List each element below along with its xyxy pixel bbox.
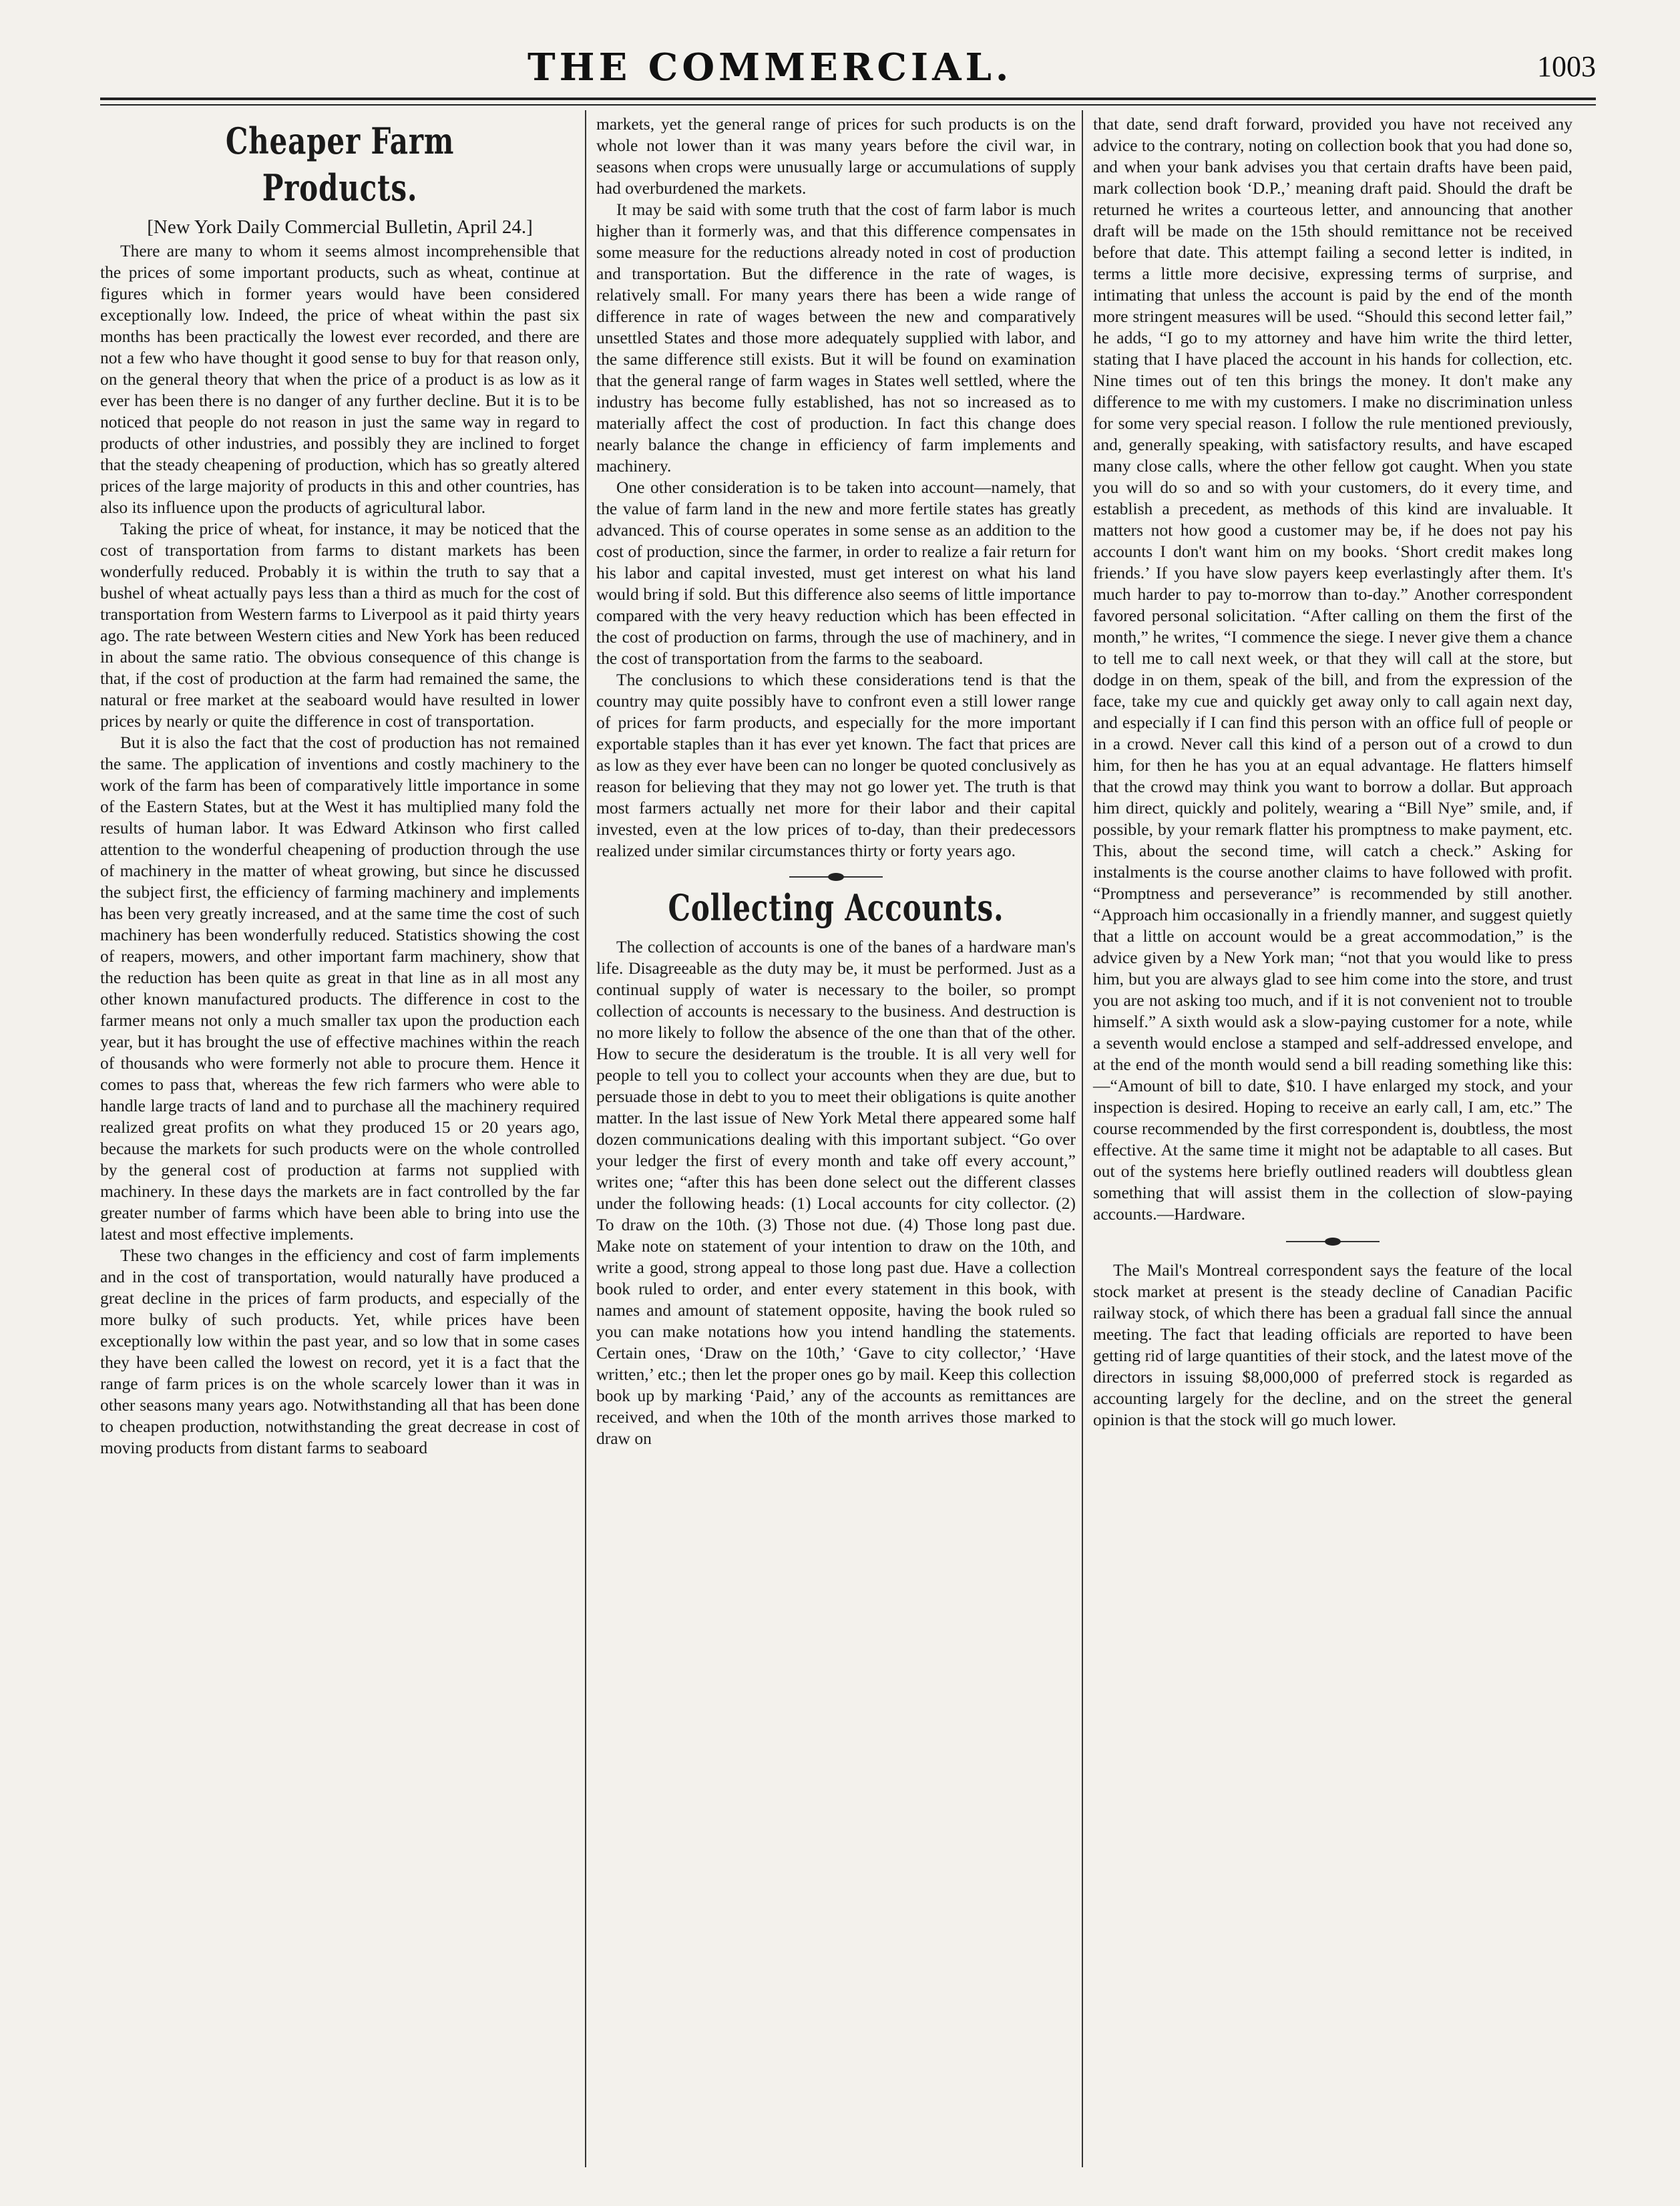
paragraph: The collection of accounts is one of the banes of a hardware man's life. Disagreeable as the duty may be, it must be performed. Just as a continual supply of water is necessary to the boiler, so prompt collection of accounts is necessary to the business. And destruction is no more likely to follow the absence of the one than that of the other. How to secure the desideratum is the trouble. It is all very well for people to tell you to collect your accounts when they are due, but to persuade those in debt to you to meet their obligations is quite another matter. In the last issue of New York Metal there appeared some half dozen communications dealing with this important subject. “Go over your ledger the first of every month and take off every account,” writes one; “after this has been done select out the different classes under the following heads: (1) Local accounts for city collector. (2) To draw on the 10th. (3) Those not due. (4) Those long past due. Make note on statement of your intention to draw on the 10th, and write a good, strong appeal to those long past due. Have a collection book ruled to order, and enter every statement in this book, with names and amount of statement opposite, having the book ruled so you can make notations how you intend handling the statements. Certain ones, ‘Draw on the 10th,’ ‘Gave to city collector,’ ‘Have written,’ etc.; then let the proper ones go by mail. Keep this collection book up by marking ‘Paid,’ any of the accounts as remittances are received, and when the 10th of the month arrives those marked to draw on (596, 937, 1076, 1448)
paragraph: There are many to whom it seems almost incomprehensible that the prices of some important products, such as wheat, continue at figures which in former years would have been considered exceptionally low. Indeed, the price of wheat within the past six months has been practically the lowest ever recorded, and there are not a few who have thought it good sense to buy for that reason only, on the general theory that when the price of a product is as low as it ever has been there is no danger of any further decline. But it is to be noticed that people do not reason in just the same way in regard to products of other industries, and possibly they are inclined to forget that the steady cheapening of production, which has so greatly altered prices of the large majority of products in this and other countries, has also its influence upon the products of agricultural labor. (100, 241, 580, 517)
article-headline: Collecting Accounts. (668, 886, 1004, 929)
column-3 (1093, 114, 1572, 1431)
column-1 (100, 114, 580, 1459)
paragraph: markets, yet the general range of prices for such products is on the whole not lower than it was many years before the civil war, in seasons when crops were unusually large or accumulations of supply had overburdened the markets. (596, 114, 1076, 198)
paragraph: But it is also the fact that the cost of production has not remained the same. The application of inventions and costly machinery to the work of the farm has been of comparatively little importance in some of the Eastern States, but at the West it has multiplied many fold the results of human labor. It was Edward Atkinson who first called attention to the wonderful cheapening of production through the use of machinery in the matter of wheat growing, but since he discussed the subject first, the efficiency of farming machinery and implements has been very greatly increased, and at the same time the cost of such machinery has been wonderfully reduced. Statistics showing the cost of reapers, mowers, and other important farm machinery, show that the reduction has been quite as great in that line as in all most any other known manufactured products. The difference in cost to the farmer means not only a much smaller tax upon the production each year, but it has brought the use of effective machines within the reach of thousands who were formerly not able to procure them. Hence it comes to pass that, whereas the few rich farmers who were able to handle large tracts of land and to purchase all the machinery required realized great profits on what they produced 15 or 20 years ago, because the markets for such products were on the whole controlled by the general cost of production at farms not supplied with machinery. In these days the markets are in fact controlled by the far greater number of farms which have been able to bring into use the latest and most effective implements. (100, 733, 580, 1244)
masthead-rule (100, 98, 1596, 106)
section-separator (1286, 1241, 1380, 1242)
masthead-title: THE COMMERCIAL. (528, 45, 1013, 89)
paragraph: One other consideration is to be taken into account—namely, that the value of farm land in the new and more fertile states has greatly advanced. This of course operates in some sense as an addition to the cost of production, since the farmer, in order to realize a fair return for his labor and capital invested, must get interest on what his land would bring if sold. But this difference also seems of little importance compared with the very heavy reduction which has been effected in the cost of production on farms, through the use of machinery, and in the cost of transportation from the farms to the seaboard. (596, 478, 1076, 668)
column-divider (1082, 110, 1083, 2167)
page-number: 1003 (1537, 50, 1596, 83)
column-2 (596, 114, 1076, 1449)
paragraph: These two changes in the efficiency and cost of farm implements and in the cost of transportation, would naturally have produced a great decline in the prices of farm products, and especially of the more bulky of such products. Yet, while prices have been exceptionally low within the past year, and so low that in some cases they have been called the lowest on record, yet it is a fact that the range of farm prices is on the whole scarcely lower than it was in other seasons many years ago. Notwithstanding all that has been done to cheapen production, notwithstanding the great decrease in cost of moving products from distant farms to seaboard (100, 1246, 580, 1457)
paragraph: The Mail's Montreal correspondent says the feature of the local stock market at present is the steady decline of Canadian Pacific railway stock, of which there has been a gradual fall since the annual meeting. The fact that leading officials are reported to have been getting rid of large quantities of their stock, and the latest move of the directors in issuing $8,000,000 of preferred stock is regarded as accounting largely for the decline, and on the street the general opinion is that the stock will go much lower. (1093, 1260, 1572, 1429)
paragraph: It may be said with some truth that the cost of farm labor is much higher than it formerly was, and that this difference compensates in some measure for the reductions already noted in cost of production and transportation. But the difference in the rate of wages, is relatively small. For many years there has been a wide range of difference in rate of wages between the new and comparatively unsettled States and those more adequately supplied with labor, and the same difference still exists. But it will be found on examination that the general range of farm wages in States well settled, where the industry has become fully established, has not so increased as to materially affect the cost of production. In fact this change does nearly balance the change in efficiency of farm implements and machinery. (596, 200, 1076, 476)
article-headline: Cheaper Farm Products. (225, 120, 455, 209)
paragraph: The conclusions to which these considerations tend is that the country may quite possibly have to confront even a still lower range of prices for farm products, and especially for the more important exportable staples than it has ever yet known. The fact that prices are as low as they ever have been can no longer be quoted conclusively as reason for believing that they may not go lower yet. The truth is that most farmers actually net more for their labor and their capital invested, even at the low prices of to-day, than their predecessors realized under similar circumstances thirty or forty years ago. (596, 670, 1076, 860)
article-source: [New York Daily Commercial Bulletin, April 24.] (147, 216, 533, 238)
column-divider (585, 110, 586, 2167)
masthead (100, 40, 1596, 100)
paragraph: Taking the price of wheat, for instance, it may be noticed that the cost of transportation from farms to distant markets has been wonderfully reduced. Probably it is within the truth to say that a bushel of wheat actually pays less than a third as much for the cost of transportation from Western farms to Liverpool as it paid thirty years ago. The rate between Western cities and New York has been reduced in about the same ratio. The obvious consequence of this change is that, if the cost of production at the farm had remained the same, the natural or free market at the seaboard would have resulted in lower prices by nearly or quite the difference in cost of transportation. (100, 519, 580, 731)
section-separator (789, 876, 883, 878)
paragraph: that date, send draft forward, provided you have not received any advice to the contrary, noting on collection book that you had done so, and when your bank advises you that certain drafts have been paid, mark collection book ‘D.P.,’ meaning draft paid. Should the draft be returned he writes a courteous letter, and announcing that another draft will be made on the 15th should remittance not be received before that date. This attempt failing a second letter is indited, in terms a little more decisive, expressing terms of surprise, and intimating that unless the account is paid by the end of the month more stringent measures will be used. “Should this second letter fail,” he adds, “I go to my attorney and have him write the third letter, stating that I have placed the account in his hands for collection, etc. Nine times out of ten this brings the money. It don't make any difference to me with my customers. I make no discrimination unless for some very special reason. I follow the rule mentioned previously, and, generally speaking, with satisfactory results, and have escaped many close calls, where the other fellow got caught. When you state you will do so and so with your customers, do it every time, and establish a precedent, as methods of this kind are invaluable. It matters not how good a customer may be, if he does not pay his accounts I don't want him on my books. ‘Short credit makes long friends.’ If you have slow payers keep everlastingly after them. It's much harder to pay to-morrow than to-day.” Another correspondent favored personal solicitation. “After calling on them the first of the month,” he writes, “I commence the siege. I never give them a chance to tell me to call next week, or that they will call at the store, but dodge in on them, speak of the bill, and from the expression of the face, take my cue and quickly get away only to call again next day, and especially if I can find this person with an office full of people or in a crowd. Never call this kind of a person out of a crowd to dun him, for then he has you at an equal advantage. He flatters himself that the crowd may think you want to borrow a dollar. But approach him direct, quickly and politely, wearing a “Bill Nye” smile, and, if possible, by your remark flatter his promptness to make payment, etc. This, about the second time, will catch a check.” Asking for instalments is the course another claims to have followed with profit. “Promptness and perseverance” is recommended by still another. “Approach him occasionally in a friendly manner, and suggest quietly that a little on account would be a great accommodation,” is the advice given by a New York man; “not that you would like to press him, but you are always glad to see him come into the store, and trust you are not asking too much, and if it is not convenient not to trouble himself.” A sixth would ask a slow-paying customer for a note, while a seventh would enclose a stamped and self-addressed envelope, and at the end of the month would send a bill reading something like this:—“Amount of bill to date, $10. I have enlarged my stock, and your inspection is desired. Hoping to receive an early call, I am, etc.” The course recommended by the first correspondent is, doubtless, the most effective. At the same time it might not be adaptable to all cases. But out of the systems here briefly outlined readers will doubtless glean something that will assist them in the collection of slow-paying accounts.—Hardware. (1093, 114, 1572, 1224)
